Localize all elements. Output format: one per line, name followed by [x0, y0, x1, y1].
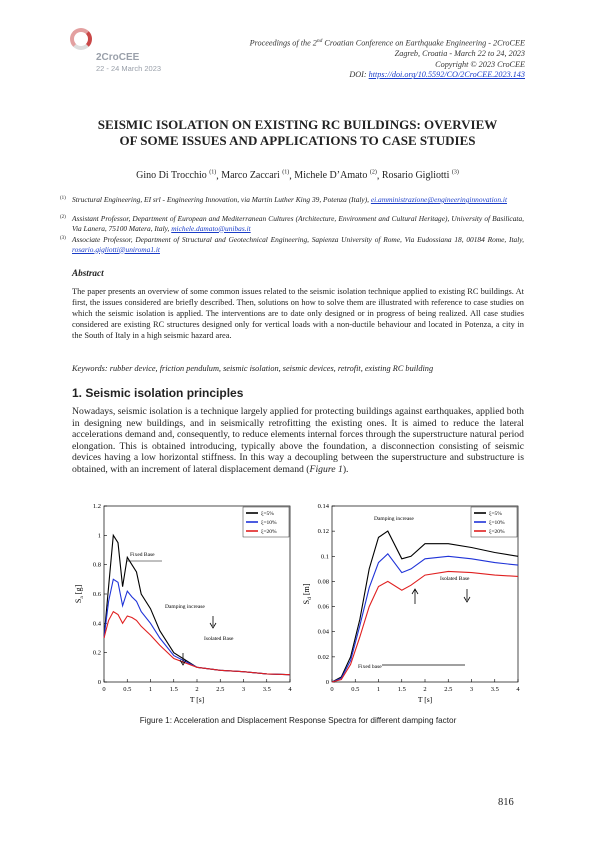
- y-tick-label: 0: [97, 679, 101, 686]
- legend-label: ξ=10%: [489, 520, 505, 527]
- affiliation-mark: (3): [60, 236, 66, 241]
- y-tick-label: 0.08: [317, 578, 329, 586]
- x-tick-label: 3: [469, 686, 474, 693]
- x-tick-label: 1: [376, 686, 381, 693]
- y-tick-label: 0.4: [92, 620, 101, 628]
- proceedings-doi: DOI: https://doi.org/10.5592/CO/2CroCEE.2023.143: [349, 70, 525, 80]
- affiliation-mark: (2): [60, 215, 66, 220]
- affiliation-2: (2) Assistant Professor, Department of European and Mediterranean Cultures (Architecture, Environment and Cultural Heritage), University of Basilicata, Via Lanera, 75100 Matera, Italy, michele.damato@unibas.it: [60, 214, 524, 233]
- figure-reference[interactable]: Figure 1: [309, 463, 343, 475]
- logo-ring-icon: [70, 28, 92, 50]
- y-tick-label: 1: [97, 532, 101, 540]
- affiliation-email-link[interactable]: rosario.gigliotti@uniroma1.it: [72, 244, 160, 254]
- x-tick-label: 3.5: [490, 686, 499, 693]
- proceedings-line1: Proceedings of the 2nd Croatian Conference on Earthquake Engineering - 2CroCEE: [249, 38, 525, 48]
- author-affiliation-mark: (3): [451, 170, 459, 176]
- x-tick-label: 0: [330, 686, 334, 693]
- y-axis-label: $S_d$ [m]: [302, 583, 313, 605]
- abstract-heading: Abstract: [72, 268, 104, 278]
- y-axis-label: $S_a$ [g]: [74, 584, 85, 604]
- y-tick-label: 0.02: [317, 653, 329, 661]
- y-tick-label: 0.14: [317, 503, 329, 510]
- chart-annotation: Damping increase: [374, 516, 414, 522]
- author-affiliation-mark: (1): [282, 170, 290, 176]
- x-axis-label: T [s]: [417, 695, 433, 704]
- author-name: Michele D’Amato $^{(2)}$: [294, 170, 377, 182]
- body-paragraph: Nowadays, seismic isolation is a technique largely applied for protecting buildings against earthquakes, applied both in designing new buildings, and in seismically retrofitting the existing ones. It is aimed to reduce the lateral accelerations demand and, consequently, to reduce elements internal forces through the superstructure natural period elongation. This is obtained introducing, typically above the foundation, a disconnection consisting of seismic devices having a low horizontal stiffness. In this way a decoupling between the superstructure and substructure is obtained, with an increment of lateral displacement demand (Figure 1).: [72, 406, 524, 475]
- displacement-spectrum-chart: [300, 498, 528, 708]
- chart-annotation: Isolated Base: [440, 576, 470, 582]
- x-axis-label: T [s]: [189, 695, 205, 704]
- y-tick-label: 0.04: [317, 628, 329, 636]
- page-number: 816: [498, 797, 514, 808]
- logo-date: 22 - 24 March 2023: [96, 64, 162, 73]
- chart-annotation: Fixed base: [358, 664, 382, 670]
- logo-name: 2CroCEE: [96, 52, 140, 63]
- y-tick-label: 0.12: [317, 528, 329, 536]
- chart-annotation: Damping increase: [165, 604, 205, 610]
- author-affiliation-mark: (1): [209, 170, 217, 176]
- x-tick-label: 2: [423, 686, 427, 693]
- acceleration-spectrum-chart: [72, 498, 300, 708]
- conference-logo: [70, 28, 165, 80]
- x-tick-label: 2.5: [444, 686, 453, 693]
- author-name: Marco Zaccari $^{(1)}$: [221, 170, 290, 182]
- affiliation-email-link[interactable]: michele.damato@unibas.it: [171, 223, 251, 233]
- author-name: Gino Di Trocchio $^{(1)}$: [136, 170, 217, 182]
- down-arrow-icon: [464, 589, 470, 602]
- x-tick-label: 3.5: [262, 686, 271, 693]
- legend-label: ξ=20%: [489, 529, 505, 536]
- series-line-1: [332, 531, 518, 682]
- legend-label: ξ=5%: [489, 511, 502, 518]
- proceedings-line2: Zagreb, Croatia - March 22 to 24, 2023: [394, 49, 525, 59]
- series-line-3: [104, 612, 290, 675]
- chart-annotation: Isolated Base: [204, 636, 234, 642]
- doi-link[interactable]: https://doi.org/10.5592/CO/2CroCEE.2023.143: [368, 70, 525, 80]
- y-tick-label: 0.1: [320, 553, 329, 561]
- legend-label: ξ=10%: [261, 520, 277, 527]
- y-tick-label: 0: [325, 679, 329, 686]
- x-tick-label: 2.5: [216, 686, 225, 693]
- chart-annotation: Fixed Base: [130, 552, 155, 558]
- x-tick-label: 4: [288, 686, 292, 693]
- section-heading: 1. Seismic isolation principles: [72, 386, 244, 400]
- keywords: Keywords: rubber device, friction pendulum, seismic isolation, seismic devices, retrofit, existing RC building: [72, 364, 434, 373]
- legend-label: ξ=5%: [261, 511, 274, 518]
- y-tick-label: 0.6: [92, 591, 101, 598]
- affiliation-1: (1) Structural Engineering, EI srl - Engineering Innovation, via Martin Luther King 39, Potenza (Italy), ei.amministrazione@engineeringinnovation.it: [60, 195, 507, 204]
- up-arrow-icon: [412, 589, 418, 604]
- proceedings-header: [195, 36, 525, 81]
- x-tick-label: 3: [241, 686, 246, 693]
- down-arrow-icon: [210, 616, 216, 628]
- y-tick-label: 1.2: [92, 503, 101, 510]
- x-tick-label: 1: [148, 686, 153, 693]
- y-tick-label: 0.06: [317, 603, 329, 611]
- affiliation-3: (3) Associate Professor, Department of Structural and Geotechnical Engineering, Sapienza University of Rome, Via Eudossiana 18, 00184 Rome, Italy, rosario.gigliotti@uniroma1.it: [60, 235, 524, 254]
- x-tick-label: 0.5: [351, 686, 360, 693]
- paper-title: SEISMIC ISOLATION ON EXISTING RC BUILDINGS: OVERVIEW OF SOME ISSUES AND APPLICATIONS TO CASE STUDIES: [97, 117, 498, 148]
- author-name: Rosario Gigliotti $^{(3)}$: [381, 170, 459, 182]
- abstract-text: The paper presents an overview of some common issues related to the seismic isolation technique applied to existing RC buildings. At first, the issues considered are briefly described. Then, solutions on how to solve them are illustrated with reference to case studies on which the seismic isolation is applied. The interventions are to date only designed or in progress of being realized. All case studies considered are existing RC structures designed only for vertical loads with a non-ductile behaviour and located in Potenza, a city in the South of Italy in a high seismic hazard area.: [72, 287, 524, 340]
- x-tick-label: 0.5: [123, 686, 132, 693]
- proceedings-copyright: Copyright © 2023 CroCEE: [435, 59, 525, 69]
- legend-label: ξ=20%: [261, 529, 277, 536]
- affiliation-mark: (1): [60, 196, 66, 201]
- x-tick-label: 2: [195, 686, 199, 693]
- affiliation-email-link[interactable]: ei.amministrazione@engineeringinnovation.it: [370, 195, 507, 204]
- y-tick-label: 0.8: [92, 561, 101, 569]
- series-line-2: [104, 579, 290, 674]
- y-tick-label: 0.2: [92, 649, 101, 657]
- x-tick-label: 4: [516, 686, 520, 693]
- author-list: Gino Di Trocchio $^{(1)}$, Marco Zaccari $^{(1)}$, Michele D’Amato $^{(2)}$, Rosario Gigliotti $^{(3)}$: [136, 170, 459, 182]
- figure-caption: Figure 1: Acceleration and Displacement Response Spectra for different damping factor: [139, 716, 457, 725]
- x-tick-label: 0: [102, 686, 106, 693]
- author-affiliation-mark: (2): [369, 170, 377, 176]
- x-tick-label: 1.5: [397, 686, 406, 693]
- x-tick-label: 1.5: [169, 686, 178, 693]
